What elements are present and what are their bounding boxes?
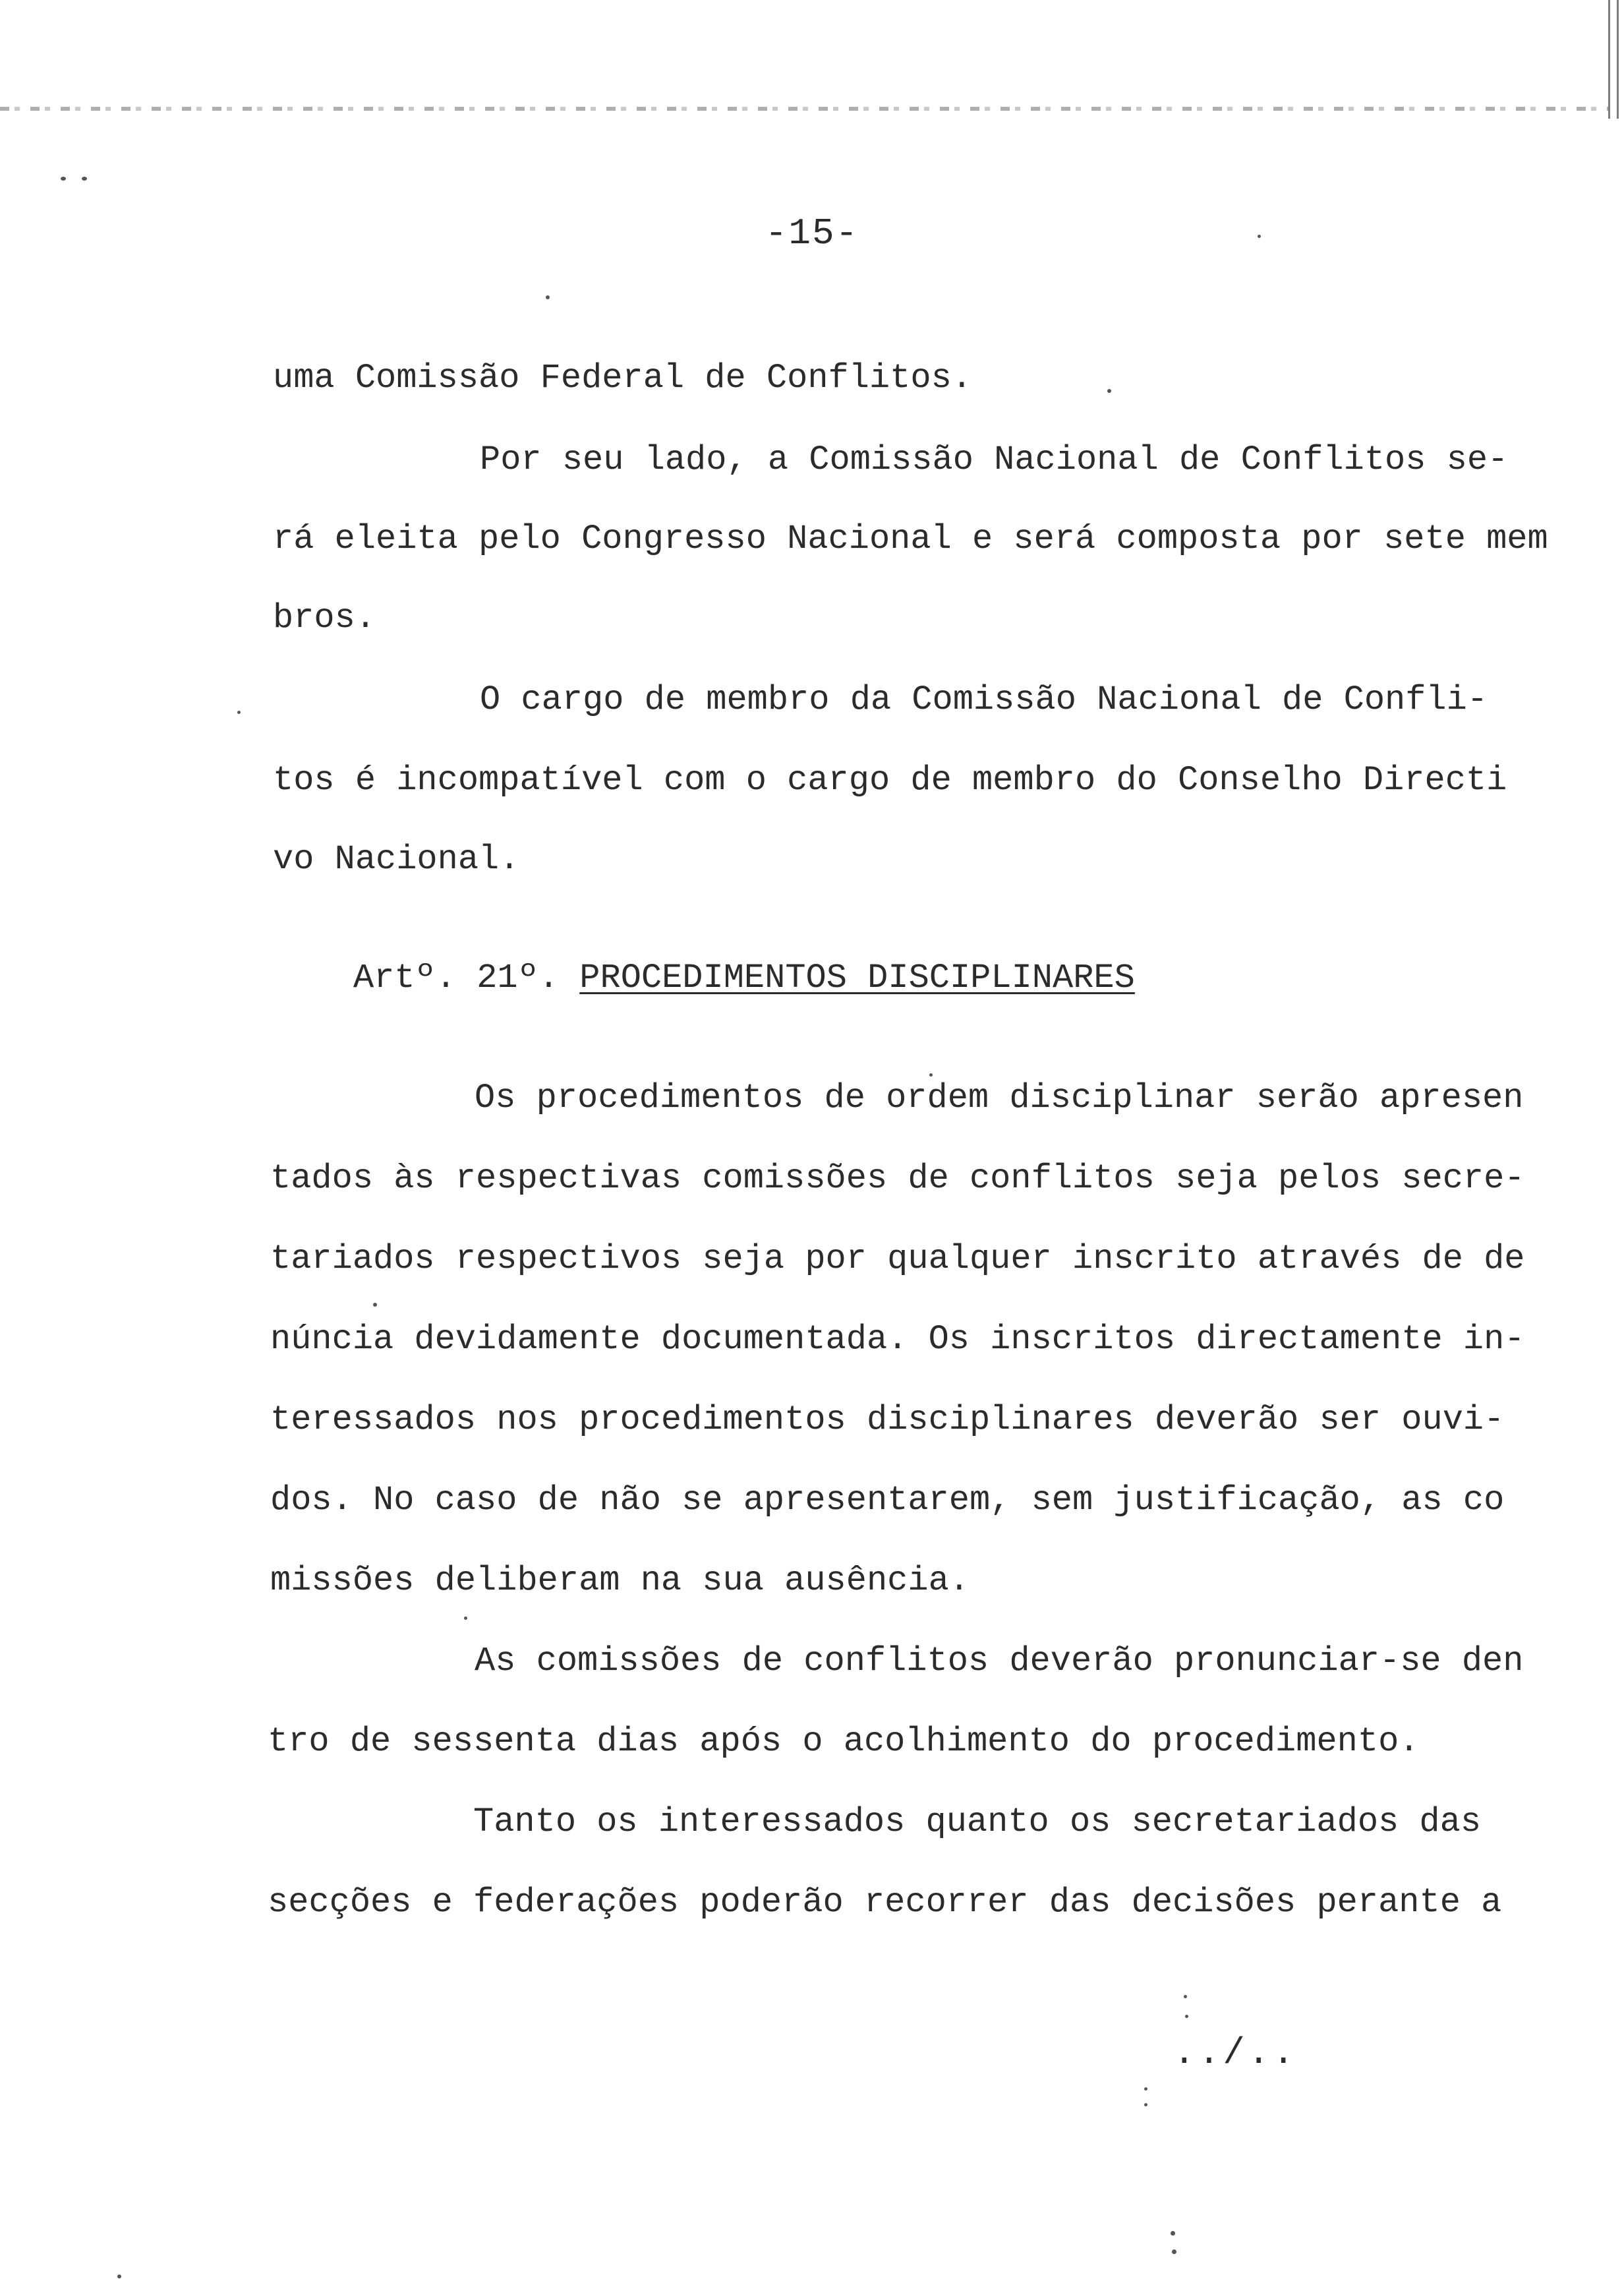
scan-speck <box>1144 2087 1147 2091</box>
scan-speck <box>1258 235 1261 238</box>
body-line: dos. No caso de não se apresentarem, sem justificação, as co <box>270 1481 1505 1520</box>
body-line: O cargo de membro da Comissão Nacional de Confli- <box>480 680 1488 719</box>
body-line: teressados nos procedimentos disciplinares deverão ser ouvi- <box>270 1400 1505 1439</box>
body-line: bros. <box>273 599 376 638</box>
body-line: Tanto os interessados quanto os secretariados das <box>473 1802 1482 1841</box>
body-line: As comissões de conflitos deverão pronunciar-se den <box>475 1642 1524 1680</box>
body-line: tariados respectivos seja por qualquer inscrito através de de <box>270 1239 1525 1278</box>
body-line: secções e federações poderão recorrer das decisões perante a <box>268 1883 1502 1922</box>
scan-speck <box>929 1073 933 1077</box>
scan-speck <box>1144 2103 1147 2106</box>
scan-speck <box>546 295 550 299</box>
body-line: Os procedimentos de ordem disciplinar serão apresen <box>475 1079 1524 1117</box>
continuation-mark: ../.. <box>1173 2032 1298 2074</box>
scan-speck <box>1184 1995 1187 1998</box>
body-line: tro de sessenta dias após o acolhimento do procedimento. <box>268 1722 1420 1761</box>
scan-speck <box>464 1617 467 1620</box>
article-title: PROCEDIMENTOS DISCIPLINARES <box>579 959 1135 997</box>
scan-speck <box>237 711 241 714</box>
scan-speck <box>61 177 66 181</box>
body-line: vo Nacional. <box>273 840 520 879</box>
body-line: Por seu lado, a Comissão Nacional de Conflitos se- <box>480 440 1509 479</box>
scan-speck <box>82 177 87 181</box>
scan-speck <box>1185 2015 1188 2018</box>
body-line: tos é incompatível com o cargo de membro do Conselho Directi <box>273 761 1507 800</box>
scan-speck <box>117 2274 121 2278</box>
page-number: -15- <box>765 212 859 254</box>
scan-speck <box>373 1303 377 1307</box>
body-line: rá eleita pelo Congresso Nacional e será composta por sete mem <box>273 520 1548 558</box>
body-line: núncia devidamente documentada. Os inscritos directamente in- <box>270 1320 1525 1359</box>
scan-speck <box>1107 389 1111 393</box>
article-number: Artº. 21º. <box>353 959 560 997</box>
scan-top-edge <box>0 107 1608 111</box>
body-line: uma Comissão Federal de Conflitos. <box>273 359 972 398</box>
scan-speck <box>1172 2249 1176 2254</box>
body-line: tados às respectivas comissões de conflitos seja pelos secre- <box>270 1159 1525 1198</box>
article-heading <box>353 961 1135 996</box>
scan-right-edge <box>1608 0 1619 119</box>
scan-speck <box>1171 2231 1175 2236</box>
body-line: missões deliberam na sua ausência. <box>270 1561 970 1600</box>
